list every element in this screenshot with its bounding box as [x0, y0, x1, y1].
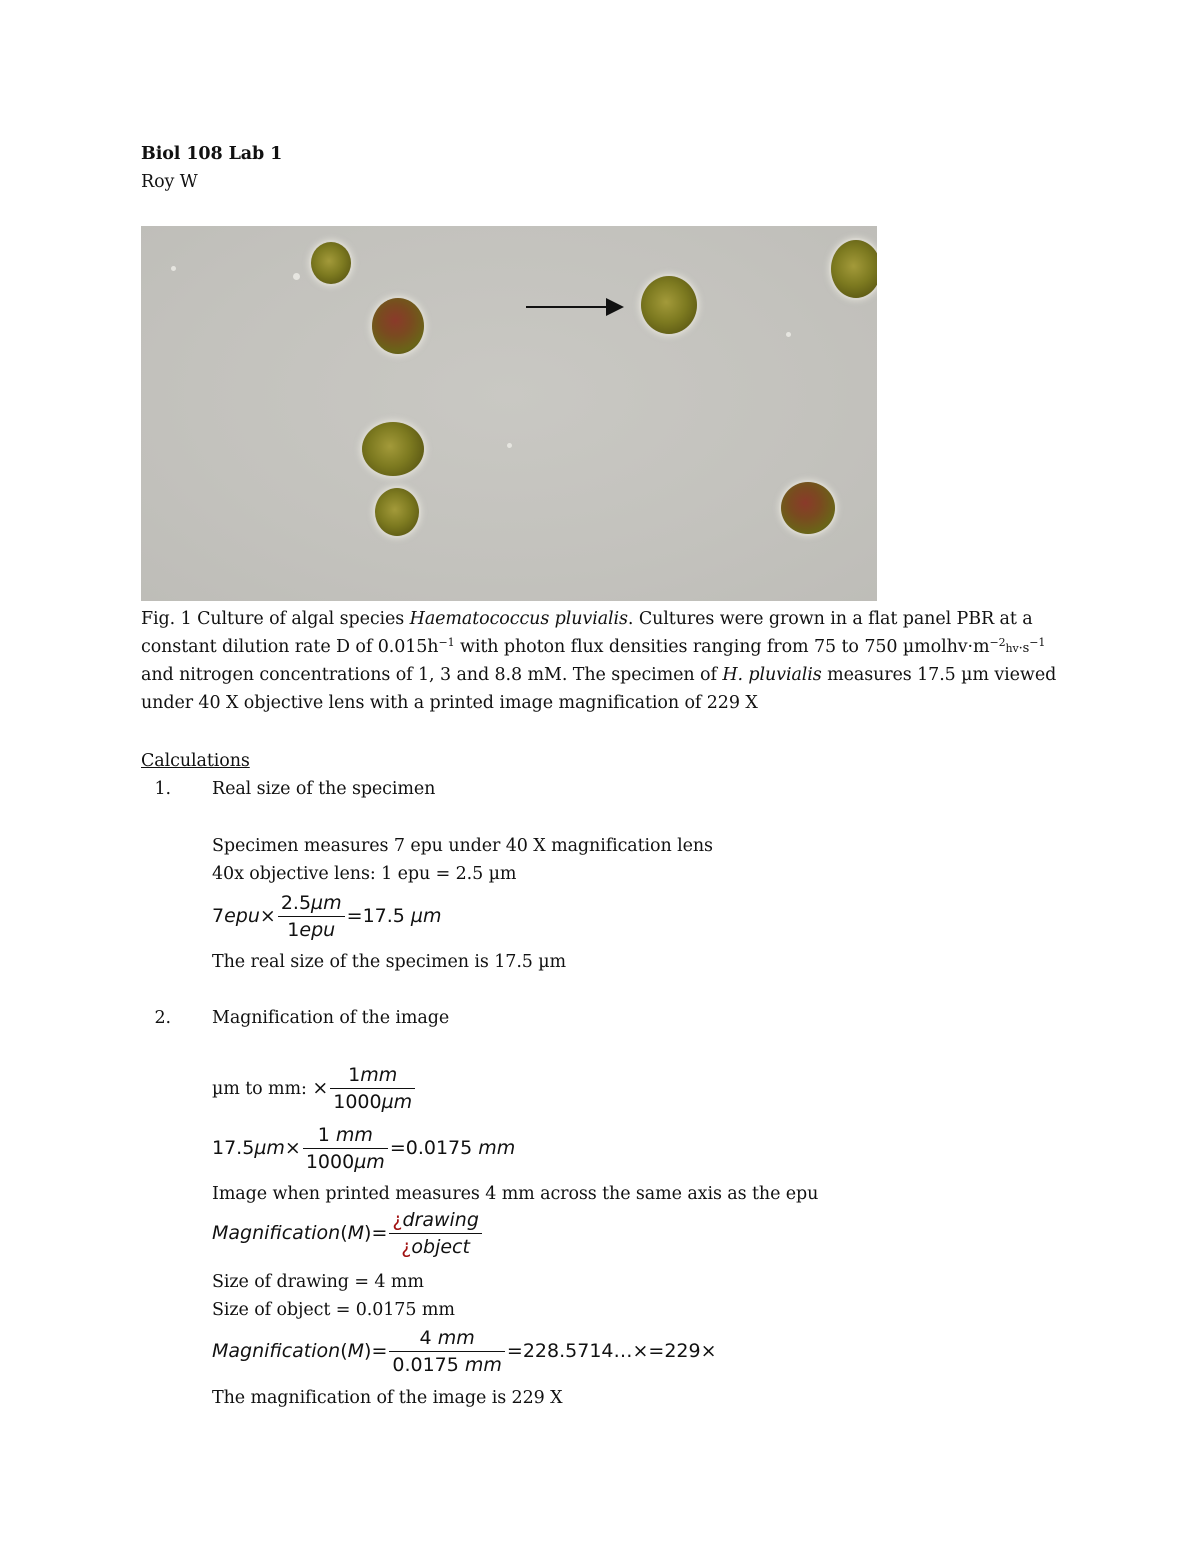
math-number: 4 — [419, 1327, 432, 1349]
denominator — [389, 1234, 482, 1260]
broken-glyph: ¿ — [392, 1209, 403, 1231]
math-unit: µm — [410, 905, 442, 927]
magnification-equation — [212, 1325, 717, 1378]
math-word: object — [411, 1236, 470, 1258]
math-unit: epu — [224, 905, 260, 927]
paren: ) — [364, 1340, 372, 1362]
item-1-title: Real size of the specimen — [212, 779, 436, 799]
math-unit: µm — [354, 1151, 385, 1173]
math-label: Magnification — [212, 1222, 341, 1244]
item-1-line-2: 40x objective lens: 1 epu = 2.5 µm — [212, 864, 517, 884]
pointer-arrow-shaft — [526, 306, 608, 308]
math-number: 1 — [348, 1064, 361, 1086]
math-label: Magnification — [212, 1340, 341, 1362]
figure-caption-line-1 — [141, 605, 1033, 633]
conversion-factor — [312, 1064, 417, 1113]
denominator — [278, 917, 345, 943]
math-number: 1 — [317, 1124, 330, 1146]
fraction — [303, 1122, 388, 1175]
debris-speck — [786, 332, 791, 337]
arrow-right-icon — [606, 298, 624, 316]
denominator — [389, 1352, 505, 1378]
item-2-conclusion: The magnification of the image is 229 X — [212, 1388, 563, 1408]
paren: ( — [340, 1222, 348, 1244]
times-symbol: × — [284, 1137, 301, 1159]
species-name: Haematococcus pluvialis — [409, 609, 628, 629]
caption-text: Fig. 1 Culture of algal species — [141, 609, 410, 629]
subscript: hv — [1005, 642, 1019, 655]
fraction — [330, 1062, 415, 1115]
figure-caption-line-4: under 40 X objective lens with a printed image magnification of 229 X — [141, 693, 758, 713]
paren: ) — [364, 1222, 372, 1244]
broken-glyph: ¿ — [401, 1236, 412, 1258]
caption-text: ·s — [1018, 641, 1030, 656]
math-unit: mm — [360, 1064, 398, 1086]
superscript: −2 — [989, 636, 1006, 649]
times-symbol: × — [259, 905, 276, 927]
caption-text: . Cultures were grown in a flat panel PBR at a — [627, 609, 1033, 629]
document-title: Biol 108 Lab 1 — [141, 144, 283, 164]
caption-text: constant dilution rate D of 0.015h — [141, 637, 439, 657]
debris-speck — [507, 443, 512, 448]
denominator — [303, 1149, 388, 1175]
math-unit: mm — [437, 1327, 475, 1349]
math-number: 1000 — [333, 1091, 382, 1113]
times-symbol: × — [312, 1077, 329, 1099]
math-number: 1 — [287, 919, 300, 941]
caption-text: with photon flux densities ranging from 75 to 750 µmolhv·m — [454, 637, 990, 657]
math-unit: µm — [254, 1137, 285, 1159]
species-name: H. pluvialis — [722, 665, 822, 685]
math-variable: M — [347, 1340, 365, 1362]
algal-cell-red — [372, 298, 424, 354]
item-2-title: Magnification of the image — [212, 1008, 450, 1028]
numerator — [389, 1325, 505, 1352]
algal-cell — [362, 422, 424, 476]
math-unit: µm — [381, 1091, 413, 1113]
math-result: =228.5714…×=229× — [506, 1340, 717, 1362]
figure-caption-line-2 — [141, 633, 1045, 663]
denominator — [330, 1089, 415, 1115]
fraction — [278, 890, 345, 943]
author-name: Roy W — [141, 172, 198, 192]
math-number: 17.5 — [212, 1137, 255, 1159]
superscript: −1 — [1029, 636, 1046, 649]
fraction — [389, 1207, 482, 1260]
item-1-line-1: Specimen measures 7 epu under 40 X magnification lens — [212, 836, 713, 856]
conversion-row — [212, 1062, 417, 1115]
printed-measure-line: Image when printed measures 4 mm across the same axis as the epu — [212, 1184, 819, 1204]
caption-text: and nitrogen concentrations of 1, 3 and 8.8 mM. The specimen of — [141, 665, 723, 685]
algal-cell — [375, 488, 419, 536]
math-number: 2.5 — [280, 892, 312, 914]
list-number: 2. — [154, 1008, 171, 1028]
equation-conversion — [212, 1122, 515, 1175]
item-1-conclusion: The real size of the specimen is 17.5 µm — [212, 952, 567, 972]
math-unit: epu — [299, 919, 336, 941]
paren: ( — [340, 1340, 348, 1362]
numerator — [389, 1207, 482, 1234]
math-unit: mm — [335, 1124, 373, 1146]
equals-symbol: = — [346, 905, 363, 927]
numerator — [330, 1062, 415, 1089]
list-number: 1. — [154, 779, 171, 799]
algal-cell — [311, 242, 351, 284]
calculations-heading: Calculations — [141, 751, 250, 771]
specimen-cell — [641, 276, 697, 334]
figure-caption-line-3 — [141, 661, 1056, 689]
caption-text: measures 17.5 µm viewed — [821, 665, 1057, 685]
math-unit: µm — [311, 892, 342, 914]
numerator — [303, 1122, 388, 1149]
math-number: 0.0175 — [392, 1354, 459, 1376]
math-number: 1000 — [305, 1151, 355, 1173]
math-variable: M — [347, 1222, 365, 1244]
equals-symbol: = — [389, 1137, 406, 1159]
numerator — [278, 890, 345, 917]
size-of-drawing: Size of drawing = 4 mm — [212, 1272, 424, 1292]
math-unit: mm — [464, 1354, 502, 1376]
superscript: −1 — [438, 636, 455, 649]
fraction — [389, 1325, 505, 1378]
math-number: 17.5 — [362, 905, 405, 927]
math-number: 0.0175 — [405, 1137, 473, 1159]
magnification-formula — [212, 1207, 484, 1260]
algal-cell-red — [781, 482, 835, 534]
micrograph-image — [141, 226, 877, 601]
size-of-object: Size of object = 0.0175 mm — [212, 1300, 455, 1320]
math-unit: mm — [478, 1137, 516, 1159]
math-word: drawing — [402, 1209, 479, 1231]
math-number: 7 — [212, 905, 225, 927]
equals-symbol: = — [371, 1222, 388, 1244]
algal-cell — [831, 240, 877, 298]
debris-speck — [293, 273, 300, 280]
debris-speck — [171, 266, 176, 271]
conversion-label: µm to mm: — [212, 1079, 313, 1099]
equals-symbol: = — [371, 1340, 388, 1362]
equation-real-size — [212, 890, 442, 943]
